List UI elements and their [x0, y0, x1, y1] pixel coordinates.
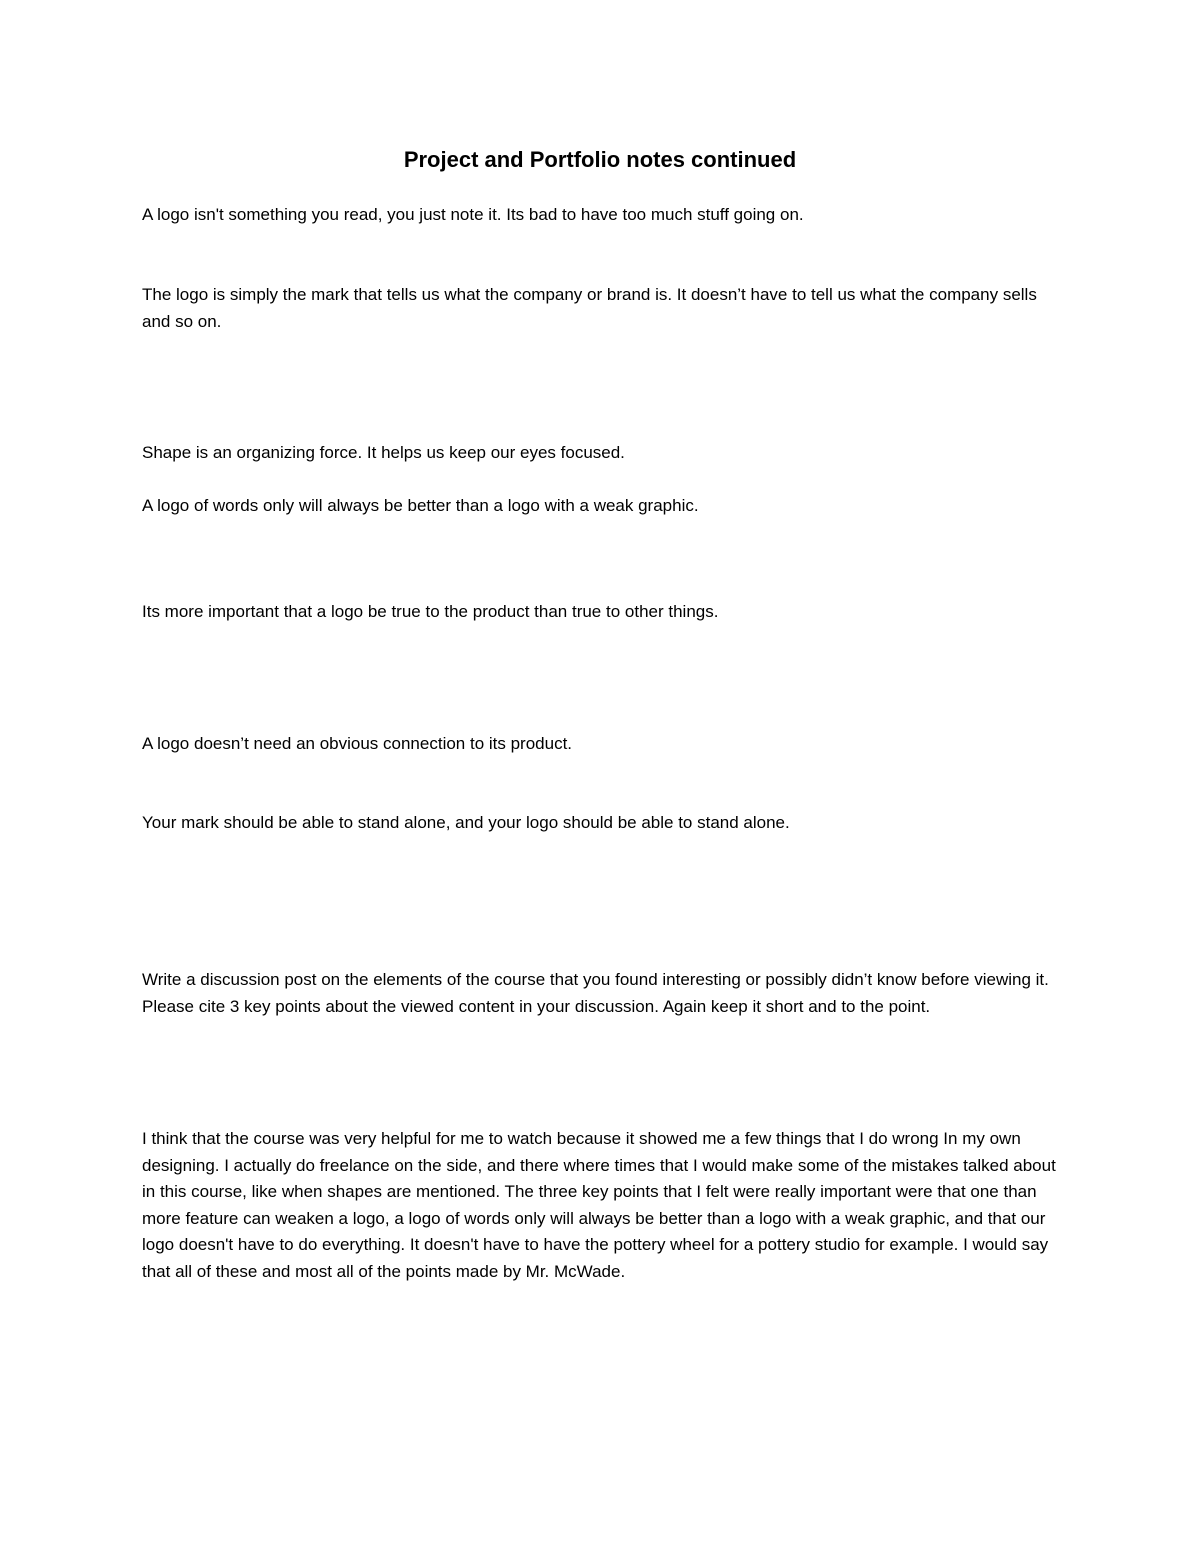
paragraph-discussion-response: I think that the course was very helpful for me to watch because it showed me a few things that I do wrong In my own designing. I actually do freelance on the side, and there where times that I would make some of the mistakes talked about in this course, like when shapes are mentioned. The three key points that I felt were really important were that one than more feature can weaken a logo, a logo of words only will always be better than a logo with a weak graphic, and that our logo doesn't have to do everything. It doesn't have to have the pottery wheel for a pottery studio for example. I would say that all of these and most all of the points made by Mr. McWade. [142, 1129, 1056, 1281]
paragraph-shape: Shape is an organizing force. It helps us keep our eyes focused. [142, 443, 625, 462]
paragraph-logo-read: A logo isn't something you read, you just note it. Its bad to have too much stuff going on. [142, 205, 804, 224]
paragraph-stand-alone: Your mark should be able to stand alone, and your logo should be able to stand alone. [142, 813, 790, 832]
paragraph-words-only: A logo of words only will always be better than a logo with a weak graphic. [142, 496, 699, 515]
paragraph-logo-mark: The logo is simply the mark that tells us what the company or brand is. It doesn’t have to tell us what the company sells and so on. [142, 285, 1037, 331]
paragraph-obvious-connection: A logo doesn’t need an obvious connection to its product. [142, 734, 573, 753]
page-title: Project and Portfolio notes continued [403, 147, 797, 172]
paragraph-true-to-product: Its more important that a logo be true to the product than true to other things. [142, 602, 719, 621]
paragraph-discussion-prompt: Write a discussion post on the elements of the course that you found interesting or possibly didn’t know before viewing it. Please cite 3 key points about the viewed content in your discussion. Again keep it short and to the point. [142, 970, 1049, 1016]
